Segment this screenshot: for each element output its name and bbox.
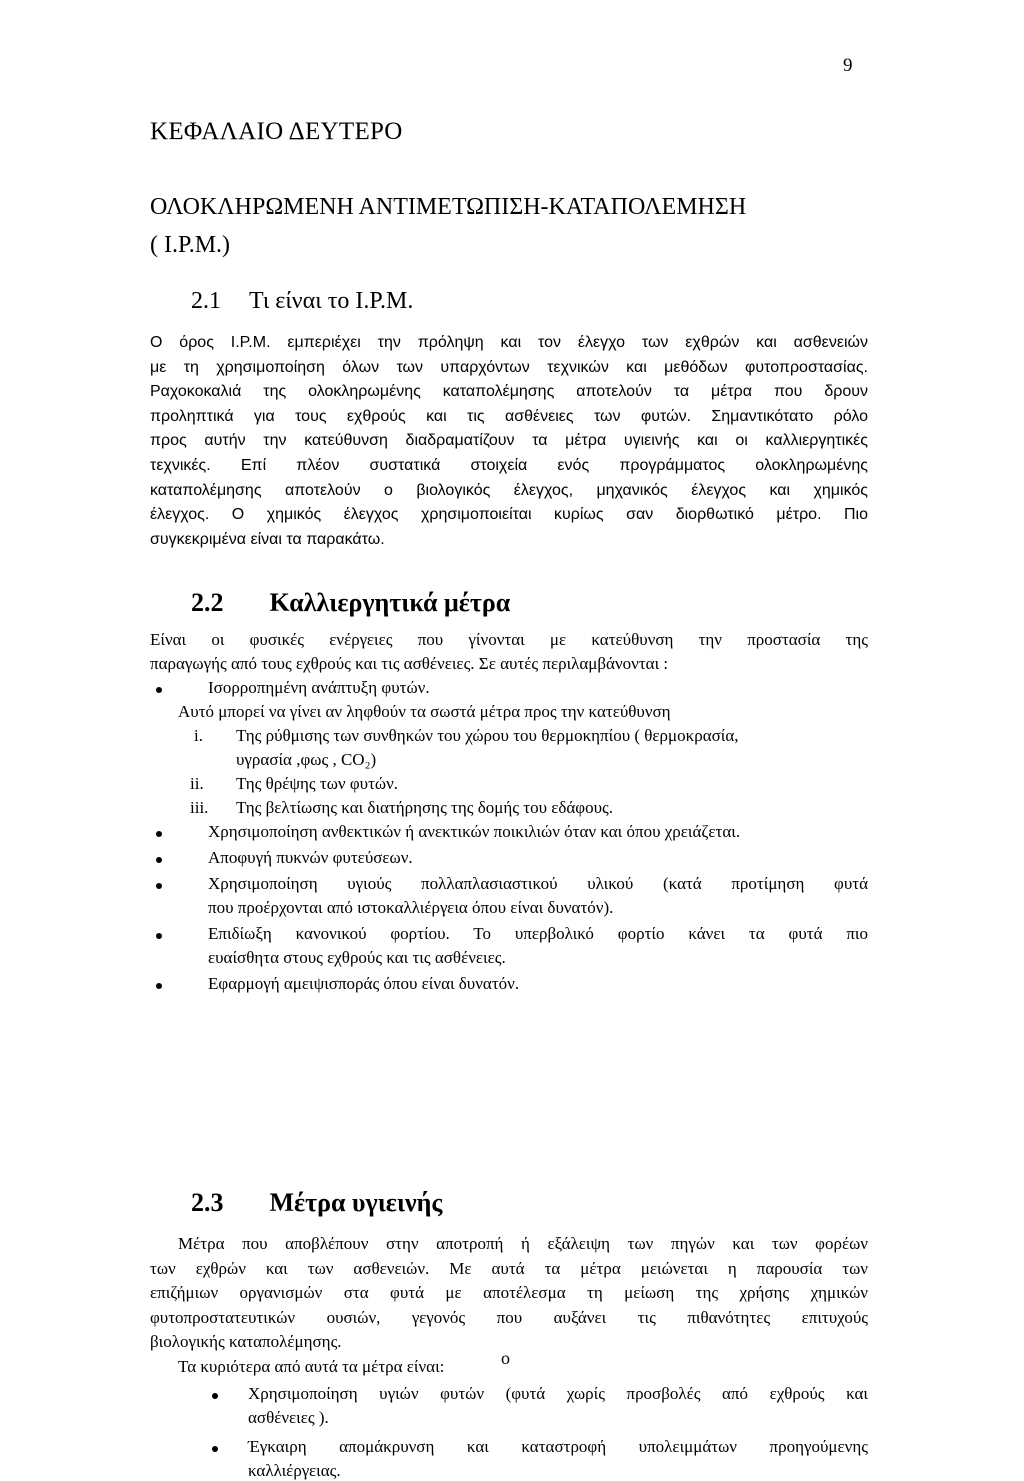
paragraph-line: Ραχοκοκαλιά της ολοκληρωμένης καταπολέμησης αποτελούν τα μέτρα που δρουν xyxy=(150,383,868,401)
bullet-dot xyxy=(156,687,162,693)
bullet-item: Έγκαιρη απομάκρυνση και καταστροφή υπολειμμάτων προηγούμενης xyxy=(248,1436,868,1456)
paragraph-line: φυτοπροστατευτικών ουσιών, γεγονός που αυξάνει τις πιθανότητες επιτυχούς xyxy=(150,1307,868,1327)
main-title: ΟΛΟΚΛΗΡΩΜΕΝΗ ΑΝΤΙΜΕΤΩΠΙΣΗ-ΚΑΤΑΠΟΛΕΜΗΣΗ xyxy=(150,194,747,220)
bullet-dot xyxy=(212,1393,218,1399)
bullet-item: ασθένειες ). xyxy=(248,1408,329,1428)
bullet-item: Χρησιμοποίηση υγιούς πολλαπλασιαστικού υλικού (κατά προτίμηση φυτά xyxy=(208,874,868,893)
roman-item-line: Της ρύθμισης των συνθηκών του χώρου του θερμοκηπίου ( θερμοκρασία, xyxy=(236,726,739,745)
bullet-item: ευαίσθητα στους εχθρούς και τις ασθένειες. xyxy=(208,948,506,967)
roman-item-line: Της βελτίωσης και διατήρησης της δομής του εδάφους. xyxy=(236,798,614,817)
paragraph-line: Είναι οι φυσικές ενέργειες που γίνονται με κατεύθυνση την προστασία της xyxy=(150,630,868,649)
section-number: 2.2 xyxy=(191,588,224,617)
paragraph-line: Μέτρα που αποβλέπουν στην αποτροπή ή εξάλειψη των πηγών και των φορέων xyxy=(178,1234,868,1253)
bullet-dot xyxy=(156,883,162,889)
roman-numeral: i. xyxy=(194,726,203,745)
bullet-item: καλλιέργειας. xyxy=(248,1461,341,1481)
section-number: 2.3 xyxy=(191,1188,224,1217)
paragraph-line: Αυτό μπορεί να γίνει αν ληφθούν τα σωστά μέτρα προς την κατεύθυνση xyxy=(178,702,671,721)
roman-numeral: iii. xyxy=(190,798,209,817)
roman-numeral: ii. xyxy=(190,774,204,793)
paragraph-line: τεχνικές. Επί πλέον συστατικά στοιχεία ενός προγράμματος ολοκληρωμένης xyxy=(150,457,868,474)
section-title: Καλλιεργητικά μέτρα xyxy=(269,588,511,617)
bullet-item: Χρησιμοποίηση ανθεκτικών ή ανεκτικών ποικιλιών όταν και όπου χρειάζεται. xyxy=(208,822,741,841)
paragraph-line: έλεγχος. Ο χημικός έλεγχος χρησιμοποιείται κυρίως σαν διορθωτικό μέτρο. Πιο xyxy=(150,506,868,524)
bullet-dot xyxy=(156,933,162,939)
bullet-item: Αποφυγή πυκνών φυτεύσεων. xyxy=(208,848,413,867)
bullet-item: Χρησιμοποίηση υγιών φυτών (φυτά χωρίς προσβολές από εχθρούς και xyxy=(248,1383,868,1403)
main-title-abbrev: ( Ι.Ρ.Μ.) xyxy=(150,232,231,258)
footer-mark: ο xyxy=(501,1348,510,1368)
paragraph-line: Ο όρος Ι.Ρ.Μ. εμπεριέχει την πρόληψη και τον έλεγχο των εχθρών και ασθενειών xyxy=(150,334,868,351)
page-number: 9 xyxy=(843,55,853,76)
bullet-dot xyxy=(212,1446,218,1452)
paragraph-line: προς αυτήν την κατεύθυνση διαδραματίζουν τα μέτρα υγιεινής και οι καλλιεργητικές xyxy=(150,432,868,450)
paragraph-line: Τα κυριότερα από αυτά τα μέτρα είναι: xyxy=(178,1357,445,1376)
section-heading-2-1 xyxy=(191,288,413,315)
section-heading-2-3 xyxy=(191,1188,442,1218)
bullet-dot xyxy=(156,857,162,863)
chapter-title: ΚΕΦΑΛΑΙΟ ΔΕΥΤΕΡΟ xyxy=(150,118,403,145)
section-title: Τι είναι το Ι.Ρ.Μ. xyxy=(249,288,414,314)
section-title: Μέτρα υγιεινής xyxy=(269,1188,443,1217)
roman-item-line: Της θρέψης των φυτών. xyxy=(236,774,399,793)
bullet-item: Εφαρμογή αμειψισποράς όπου είναι δυνατόν. xyxy=(208,974,520,993)
paragraph-line: παραγωγής από τους εχθρούς και τις ασθένειες. Σε αυτές περιλαμβάνονται : xyxy=(150,654,669,673)
bullet-item: Επιδίωξη κανονικού φορτίου. Το υπερβολικό φορτίο κάνει τα φυτά πιο xyxy=(208,924,868,943)
paragraph-line: επιζήμιων οργανισμών στα φυτά με αποτέλεσμα τη μείωση της χρήσης χημικών xyxy=(150,1283,868,1303)
paragraph-line: καταπολέμησης αποτελούν ο βιολογικός έλεγχος, μηχανικός έλεγχος και χημικός xyxy=(150,481,868,499)
bullet-dot xyxy=(156,983,162,989)
roman-item-line: υγρασία ,φως , CO₂) xyxy=(236,750,377,769)
paragraph-line: προληπτικά για τους εχθρούς και τις ασθένειες των φυτών. Σημαντικότατο ρόλο xyxy=(150,407,868,425)
paragraph-line: με τη χρησιμοποίηση όλων των υπαρχόντων τεχνικών και μεθόδων φυτοπροστασίας. xyxy=(150,358,868,376)
paragraph-line: των εχθρών και των ασθενειών. Με αυτά τα μέτρα μειώνεται η παρουσία των xyxy=(150,1258,868,1278)
paragraph-line: βιολογικής καταπολέμησης. xyxy=(150,1332,342,1352)
section-heading-2-2 xyxy=(191,588,510,618)
bullet-item: Ισορροπημένη ανάπτυξη φυτών. xyxy=(208,678,430,697)
section-number: 2.1 xyxy=(191,288,221,314)
paragraph-line: συγκεκριμένα είναι τα παρακάτω. xyxy=(150,530,385,548)
bullet-dot xyxy=(156,831,162,837)
bullet-item: που προέρχονται από ιστοκαλλιέργεια όπου είναι δυνατόν). xyxy=(208,898,614,917)
